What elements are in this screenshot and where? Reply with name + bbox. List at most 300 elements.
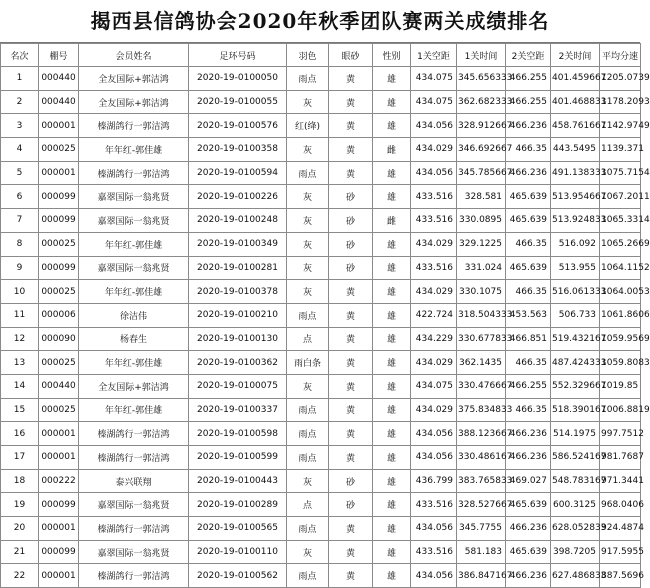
table-cell: 榛湖鸽行一郭洁鸿	[79, 446, 189, 470]
table-cell: 513.955	[551, 256, 600, 280]
table-cell: 全友国际+郭洁鸿	[79, 90, 189, 114]
column-header: 性别	[373, 44, 411, 67]
table-cell: 433.516	[411, 209, 457, 233]
table-cell: 516.092	[551, 232, 600, 256]
table-cell: 点	[287, 493, 329, 517]
table-cell: 黄	[329, 280, 373, 304]
table-cell: 318.504333	[457, 303, 506, 327]
table-cell: 000099	[39, 185, 79, 209]
table-cell: 灰	[287, 232, 329, 256]
table-cell: 黄	[329, 90, 373, 114]
table-row	[1, 469, 641, 493]
table-cell: 灰	[287, 280, 329, 304]
table-cell: 雄	[373, 232, 411, 256]
table-cell: 雨点	[287, 398, 329, 422]
table-row	[1, 161, 641, 185]
table-cell: 雌	[373, 209, 411, 233]
table-cell: 458.761667	[551, 114, 600, 138]
table-cell: 雄	[373, 517, 411, 541]
table-cell: 330.476667	[457, 374, 506, 398]
table-cell: 518.390167	[551, 398, 600, 422]
table-cell: 887.5696	[600, 564, 641, 588]
table-body	[1, 67, 650, 588]
table-cell: 14	[1, 374, 39, 398]
table-cell: 榛湖鸽行一郭洁鸿	[79, 161, 189, 185]
column-header: 羽色	[287, 44, 329, 67]
table-row	[1, 67, 641, 91]
table-cell: 黄	[329, 446, 373, 470]
table-cell: 1019.85	[600, 374, 641, 398]
table-row	[1, 398, 641, 422]
table-cell: 15	[1, 398, 39, 422]
table-cell: 17	[1, 446, 39, 470]
table-row	[1, 280, 641, 304]
table-cell: 黄	[329, 114, 373, 138]
table-cell: 000001	[39, 161, 79, 185]
column-header: 平均分速	[600, 44, 641, 67]
table-cell: 20	[1, 517, 39, 541]
table-cell: 雄	[373, 303, 411, 327]
table-cell: 434.056	[411, 114, 457, 138]
table-cell: 杨春生	[79, 327, 189, 351]
table-cell: 嘉翠国际一翁兆贤	[79, 185, 189, 209]
table-cell: 600.3125	[551, 493, 600, 517]
table-cell: 434.029	[411, 280, 457, 304]
table-cell: 8	[1, 232, 39, 256]
table-cell: 401.468833	[551, 90, 600, 114]
table-cell: 000001	[39, 564, 79, 588]
table-cell: 嘉翠国际一翁兆贤	[79, 256, 189, 280]
table-cell: 黄	[329, 327, 373, 351]
table-cell: 924.4874	[600, 517, 641, 541]
table-row	[1, 517, 641, 541]
table-cell: 434.056	[411, 422, 457, 446]
table-cell: 586.524167	[551, 446, 600, 470]
table-cell: 466.236	[506, 161, 551, 185]
table-cell: 2020-19-0100594	[189, 161, 287, 185]
table-cell: 329.1225	[457, 232, 506, 256]
table-cell: 全友国际+郭洁鸿	[79, 374, 189, 398]
table-cell: 465.639	[506, 185, 551, 209]
table-row	[1, 422, 641, 446]
table-cell: 1064.0053	[600, 280, 641, 304]
table-cell: 328.912667	[457, 114, 506, 138]
table-cell: 000440	[39, 374, 79, 398]
table-cell: 2020-19-0100443	[189, 469, 287, 493]
table-cell: 000001	[39, 114, 79, 138]
table-cell: 434.056	[411, 517, 457, 541]
table-cell: 雄	[373, 564, 411, 588]
table-cell: 2020-19-0100289	[189, 493, 287, 517]
table-cell: 000440	[39, 90, 79, 114]
table-cell: 487.424333	[551, 351, 600, 375]
table-cell: 2020-19-0100281	[189, 256, 287, 280]
table-cell: 000440	[39, 67, 79, 91]
table-cell: 砂	[329, 493, 373, 517]
table-cell: 433.516	[411, 493, 457, 517]
table-cell: 375.834833	[457, 398, 506, 422]
table-cell: 469.027	[506, 469, 551, 493]
table-row	[1, 114, 641, 138]
table-cell: 榛湖鸽行一郭洁鸿	[79, 422, 189, 446]
table-cell: 榛湖鸽行一郭洁鸿	[79, 564, 189, 588]
table-cell: 362.1435	[457, 351, 506, 375]
table-cell: 年年红-郭佳雄	[79, 351, 189, 375]
table-cell: 000001	[39, 422, 79, 446]
table-cell: 466.35	[506, 398, 551, 422]
table-cell: 466.236	[506, 517, 551, 541]
table-cell: 6	[1, 185, 39, 209]
table-row	[1, 303, 641, 327]
table-cell: 榛湖鸽行一郭洁鸿	[79, 517, 189, 541]
table-cell: 506.733	[551, 303, 600, 327]
sheet-title: 揭西县信鸽协会2020年秋季团队赛两关成绩排名	[0, 0, 640, 43]
table-cell: 16	[1, 422, 39, 446]
table-cell: 黄	[329, 374, 373, 398]
column-header: 眼砂	[329, 44, 373, 67]
table-cell: 雨点	[287, 161, 329, 185]
table-cell: 灰	[287, 256, 329, 280]
table-cell: 雄	[373, 327, 411, 351]
table-cell: 422.724	[411, 303, 457, 327]
table-cell: 000025	[39, 351, 79, 375]
table-cell: 雨点	[287, 517, 329, 541]
table-cell: 434.075	[411, 374, 457, 398]
table-cell: 雄	[373, 351, 411, 375]
table-cell: 黄	[329, 138, 373, 162]
table-cell: 997.7512	[600, 422, 641, 446]
table-cell: 436.799	[411, 469, 457, 493]
column-header: 棚号	[39, 44, 79, 67]
table-cell: 泰兴联翔	[79, 469, 189, 493]
table-cell: 2020-19-0100598	[189, 422, 287, 446]
table-cell: 2020-19-0100358	[189, 138, 287, 162]
table-cell: 雄	[373, 540, 411, 564]
table-cell: 465.639	[506, 209, 551, 233]
table-cell: 年年红-郭佳雄	[79, 138, 189, 162]
table-cell: 330.677833	[457, 327, 506, 351]
table-cell: 黄	[329, 540, 373, 564]
table-cell: 灰	[287, 90, 329, 114]
table-cell: 434.075	[411, 67, 457, 91]
table-cell: 628.052833	[551, 517, 600, 541]
table-cell: 1067.2011	[600, 185, 641, 209]
table-cell: 红(绛)	[287, 114, 329, 138]
table-cell: 2020-19-0100349	[189, 232, 287, 256]
table-cell: 000001	[39, 517, 79, 541]
table-cell: 453.563	[506, 303, 551, 327]
table-cell: 1139.371	[600, 138, 641, 162]
table-cell: 401.459667	[551, 67, 600, 91]
table-cell: 1064.1152	[600, 256, 641, 280]
table-cell: 1061.8606	[600, 303, 641, 327]
table-cell: 466.255	[506, 67, 551, 91]
table-cell: 000099	[39, 209, 79, 233]
table-cell: 13	[1, 351, 39, 375]
table-cell: 466.236	[506, 422, 551, 446]
table-cell: 11	[1, 303, 39, 327]
table-cell: 砂	[329, 185, 373, 209]
table-cell: 雨点	[287, 564, 329, 588]
table-cell: 465.639	[506, 256, 551, 280]
table-cell: 嘉翠国际一翁兆贤	[79, 493, 189, 517]
table-cell: 黄	[329, 398, 373, 422]
table-cell: 1075.7154	[600, 161, 641, 185]
table-cell: 514.1975	[551, 422, 600, 446]
table-cell: 嘉翠国际一翁兆贤	[79, 209, 189, 233]
table-cell: 346.692667	[457, 138, 506, 162]
table-cell: 434.056	[411, 446, 457, 470]
table-row	[1, 138, 641, 162]
table-cell: 雨点	[287, 67, 329, 91]
table-cell: 398.7205	[551, 540, 600, 564]
table-cell: 砂	[329, 209, 373, 233]
table-cell: 9	[1, 256, 39, 280]
table-cell: 434.075	[411, 90, 457, 114]
table-cell: 330.0895	[457, 209, 506, 233]
table-cell: 433.516	[411, 256, 457, 280]
table-cell: 1178.2093	[600, 90, 641, 114]
table-cell: 000090	[39, 327, 79, 351]
table-cell: 516.061333	[551, 280, 600, 304]
table-cell: 465.639	[506, 540, 551, 564]
table-cell: 433.516	[411, 185, 457, 209]
table-cell: 黄	[329, 303, 373, 327]
table-cell: 383.765833	[457, 469, 506, 493]
table-cell: 2020-19-0100226	[189, 185, 287, 209]
table-cell: 466.236	[506, 564, 551, 588]
table-cell: 年年红-郭佳雄	[79, 280, 189, 304]
table-cell: 雄	[373, 469, 411, 493]
table-cell: 1065.2669	[600, 232, 641, 256]
table-cell: 345.656333	[457, 67, 506, 91]
results-table	[0, 43, 650, 588]
table-row	[1, 256, 641, 280]
table-row	[1, 209, 641, 233]
table-cell: 灰	[287, 185, 329, 209]
table-cell: 2020-19-0100562	[189, 564, 287, 588]
table-cell: 1006.8819	[600, 398, 641, 422]
table-cell: 434.229	[411, 327, 457, 351]
table-cell: 雨点	[287, 422, 329, 446]
table-cell: 328.527667	[457, 493, 506, 517]
table-cell: 砂	[329, 232, 373, 256]
table-cell: 519.432167	[551, 327, 600, 351]
table-cell: 000006	[39, 303, 79, 327]
table-cell: 雄	[373, 280, 411, 304]
table-cell: 2020-19-0100248	[189, 209, 287, 233]
table-cell: 331.024	[457, 256, 506, 280]
table-cell: 000099	[39, 493, 79, 517]
table-cell: 434.029	[411, 138, 457, 162]
table-cell: 年年红-郭佳雄	[79, 232, 189, 256]
table-cell: 330.486167	[457, 446, 506, 470]
table-cell: 2020-19-0100050	[189, 67, 287, 91]
table-cell: 雄	[373, 446, 411, 470]
table-cell: 000099	[39, 540, 79, 564]
table-cell: 513.924833	[551, 209, 600, 233]
table-cell: 灰	[287, 469, 329, 493]
table-cell: 雄	[373, 398, 411, 422]
table-cell: 513.954667	[551, 185, 600, 209]
table-cell: 388.123667	[457, 422, 506, 446]
table-cell: 2020-19-0100055	[189, 90, 287, 114]
table-cell: 雄	[373, 114, 411, 138]
table-cell: 2020-19-0100378	[189, 280, 287, 304]
table-cell: 黄	[329, 517, 373, 541]
table-cell: 466.35	[506, 280, 551, 304]
table-cell: 灰	[287, 138, 329, 162]
table-cell: 434.056	[411, 161, 457, 185]
table-cell: 330.1075	[457, 280, 506, 304]
table-cell: 466.236	[506, 446, 551, 470]
column-header: 1关空距	[411, 44, 457, 67]
column-header: 2关空距	[506, 44, 551, 67]
table-cell: 1142.9749	[600, 114, 641, 138]
table-cell: 968.0406	[600, 493, 641, 517]
table-cell: 雄	[373, 90, 411, 114]
table-cell: 雄	[373, 422, 411, 446]
table-cell: 434.029	[411, 351, 457, 375]
table-cell: 328.581	[457, 185, 506, 209]
table-cell: 榛湖鸽行一郭洁鸿	[79, 114, 189, 138]
table-cell: 443.5495	[551, 138, 600, 162]
table-cell: 7	[1, 209, 39, 233]
table-cell: 灰	[287, 374, 329, 398]
table-row	[1, 232, 641, 256]
table-cell: 灰	[287, 540, 329, 564]
table-cell: 2020-19-0100110	[189, 540, 287, 564]
table-cell: 黄	[329, 351, 373, 375]
table-cell: 345.7755	[457, 517, 506, 541]
table-cell: 971.3441	[600, 469, 641, 493]
table-cell: 雄	[373, 161, 411, 185]
table-cell: 1	[1, 67, 39, 91]
table-cell: 1059.9569	[600, 327, 641, 351]
table-cell: 雌	[373, 138, 411, 162]
table-cell: 433.516	[411, 540, 457, 564]
table-cell: 434.056	[411, 564, 457, 588]
table-cell: 点	[287, 327, 329, 351]
table-header-row	[1, 44, 641, 67]
table-cell: 黄	[329, 422, 373, 446]
table-cell: 砂	[329, 256, 373, 280]
table-cell: 548.783167	[551, 469, 600, 493]
table-cell: 2020-19-0100337	[189, 398, 287, 422]
table-cell: 1065.3314	[600, 209, 641, 233]
table-cell: 嘉翠国际一翁兆贤	[79, 540, 189, 564]
table-cell: 466.255	[506, 374, 551, 398]
table-row	[1, 446, 641, 470]
table-cell: 465.639	[506, 493, 551, 517]
table-cell: 雄	[373, 185, 411, 209]
table-cell: 000001	[39, 446, 79, 470]
table-cell: 10	[1, 280, 39, 304]
table-cell: 000222	[39, 469, 79, 493]
table-cell: 466.851	[506, 327, 551, 351]
table-cell: 1205.0739	[600, 67, 641, 91]
table-cell: 434.029	[411, 232, 457, 256]
table-cell: 000025	[39, 280, 79, 304]
table-cell: 黄	[329, 67, 373, 91]
table-row	[1, 327, 641, 351]
column-header: 1关时间	[457, 44, 506, 67]
column-header: 2关时间	[551, 44, 600, 67]
table-cell: 466.35	[506, 138, 551, 162]
table-row	[1, 493, 641, 517]
column-header: 足环号码	[189, 44, 287, 67]
table-cell: 黄	[329, 564, 373, 588]
table-row	[1, 564, 641, 588]
column-header: 名次	[1, 44, 39, 67]
table-cell: 000025	[39, 398, 79, 422]
table-row	[1, 90, 641, 114]
table-cell: 全友国际+郭洁鸿	[79, 67, 189, 91]
table-cell: 552.329667	[551, 374, 600, 398]
table-cell: 2	[1, 90, 39, 114]
table-cell: 466.255	[506, 90, 551, 114]
table-cell: 3	[1, 114, 39, 138]
table-cell: 345.785667	[457, 161, 506, 185]
table-row	[1, 351, 641, 375]
table-cell: 2020-19-0100210	[189, 303, 287, 327]
table-cell: 4	[1, 138, 39, 162]
table-cell: 黄	[329, 161, 373, 185]
table-cell: 2020-19-0100565	[189, 517, 287, 541]
table-cell: 000025	[39, 138, 79, 162]
table-cell: 917.5955	[600, 540, 641, 564]
table-cell: 434.029	[411, 398, 457, 422]
table-cell: 491.138333	[551, 161, 600, 185]
table-cell: 18	[1, 469, 39, 493]
table-cell: 627.486833	[551, 564, 600, 588]
table-cell: 雄	[373, 256, 411, 280]
table-cell: 雨点	[287, 303, 329, 327]
table-cell: 2020-19-0100075	[189, 374, 287, 398]
table-cell: 466.236	[506, 114, 551, 138]
table-row	[1, 540, 641, 564]
table-cell: 19	[1, 493, 39, 517]
table-cell: 2020-19-0100599	[189, 446, 287, 470]
table-cell: 581.183	[457, 540, 506, 564]
table-cell: 雨白条	[287, 351, 329, 375]
table-cell: 000099	[39, 256, 79, 280]
table-cell: 雨点	[287, 446, 329, 470]
table-cell: 1059.8083	[600, 351, 641, 375]
table-cell: 雄	[373, 67, 411, 91]
table-cell: 22	[1, 564, 39, 588]
table-cell: 21	[1, 540, 39, 564]
table-cell: 2020-19-0100362	[189, 351, 287, 375]
table-cell: 000025	[39, 232, 79, 256]
table-cell: 12	[1, 327, 39, 351]
table-cell: 徐洁伟	[79, 303, 189, 327]
table-cell: 2020-19-0100130	[189, 327, 287, 351]
table-cell: 362.682333	[457, 90, 506, 114]
table-cell: 386.847167	[457, 564, 506, 588]
table-cell: 砂	[329, 469, 373, 493]
table-cell: 年年红-郭佳雄	[79, 398, 189, 422]
table-cell: 灰	[287, 209, 329, 233]
table-cell: 2020-19-0100576	[189, 114, 287, 138]
table-cell: 466.35	[506, 232, 551, 256]
table-cell: 466.35	[506, 351, 551, 375]
column-header: 会员姓名	[79, 44, 189, 67]
table-cell: 5	[1, 161, 39, 185]
table-cell: 981.7687	[600, 446, 641, 470]
table-cell: 雄	[373, 374, 411, 398]
table-row	[1, 374, 641, 398]
